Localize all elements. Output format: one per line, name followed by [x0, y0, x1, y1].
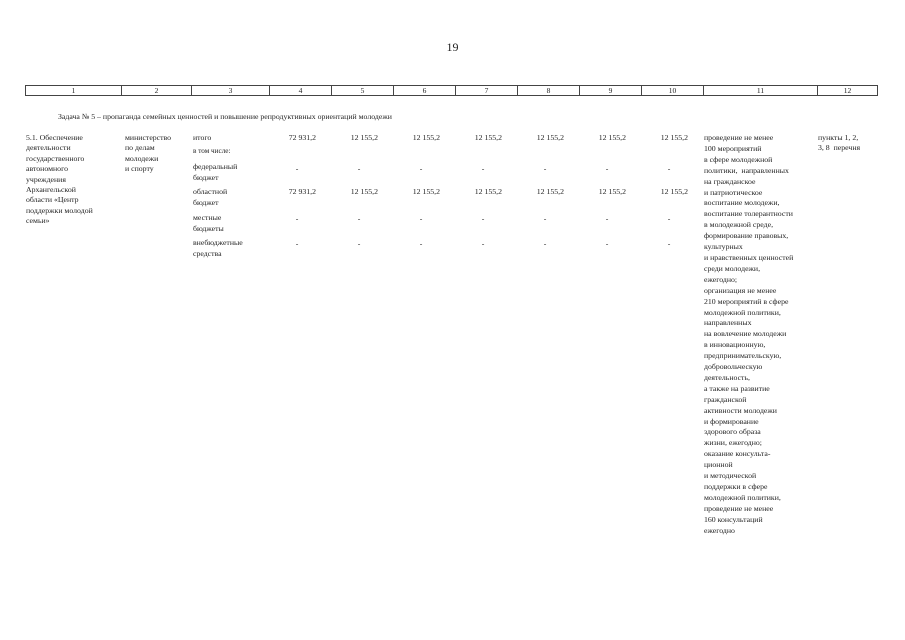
line-vnebudzhet: внебюджетные средства [193, 238, 243, 258]
col-num-9: 9 [580, 86, 642, 96]
value-itogo: 12 155,2 [660, 133, 688, 142]
value-oblastnoy: 12 155,2 [598, 187, 626, 196]
value-oblastnoy: 72 931,2 [288, 187, 316, 196]
col-num-1: 1 [26, 86, 122, 96]
line-mestnye: местные бюджеты [193, 213, 224, 233]
value-itogo: 12 155,2 [474, 133, 502, 142]
value-dash: - [481, 164, 485, 173]
value-dash: - [419, 239, 423, 248]
value-itogo: 12 155,2 [536, 133, 564, 142]
task-title: Задача № 5 – пропаганда семейных ценностей и повышение репродуктивных ориентаций молодежи [58, 112, 392, 121]
col-num-4: 4 [270, 86, 332, 96]
col-num-8: 8 [518, 86, 580, 96]
value-itogo: 12 155,2 [350, 133, 378, 142]
value-oblastnoy: 12 155,2 [350, 187, 378, 196]
list-reference: пункты 1, 2, 3, 8 перечня [818, 133, 861, 153]
value-dash: - [667, 214, 671, 223]
value-dash: - [481, 239, 485, 248]
value-dash: - [605, 239, 609, 248]
line-v-tom-chisle: в том числе: [193, 147, 231, 155]
value-itogo: 12 155,2 [412, 133, 440, 142]
value-oblastnoy: 12 155,2 [412, 187, 440, 196]
col-num-10: 10 [642, 86, 704, 96]
value-oblastnoy: 12 155,2 [536, 187, 564, 196]
line-itogo: итого [193, 133, 212, 142]
value-dash: - [419, 214, 423, 223]
value-dash: - [667, 164, 671, 173]
col-num-12: 12 [818, 86, 878, 96]
value-dash: - [357, 164, 361, 173]
value-dash: - [543, 239, 547, 248]
line-oblastnoy: областной бюджет [193, 187, 228, 207]
value-dash: - [295, 239, 299, 248]
col-num-7: 7 [456, 86, 518, 96]
value-oblastnoy: 12 155,2 [660, 187, 688, 196]
value-dash: - [357, 239, 361, 248]
expected-results: проведение не менее 100 мероприятий в сфере молодежной политики, направленных на гражданское и патриотическое воспитание молодежи, воспитание толерантности в молодежной среде, формирование правовых, культурных и нравственных ценностей среди молодежи, ежегодно; организация не менее 210 мероприятий в сфере молодежной политики, направленных на вовлечение молодежи в инновационную, предпринимательскую, добровольческую деятельность, а также на развитие гражданской активности молодежи и формирование здорового образа жизни, ежегодно; оказание консульта- ционной и методической поддержки в сфере молодежной политики, проведение не менее 160 консультаций ежегодно [704, 133, 794, 535]
value-dash: - [667, 239, 671, 248]
value-dash: - [605, 164, 609, 173]
col-num-3: 3 [192, 86, 270, 96]
page-number: 19 [446, 40, 459, 54]
activity-name: 5.1. Обеспечение деятельности государственного автономного учреждения Архангельской области «Центр поддержки молодой семьи» [26, 133, 93, 226]
col-num-11: 11 [704, 86, 818, 96]
value-dash: - [295, 164, 299, 173]
value-dash: - [357, 214, 361, 223]
col-num-6: 6 [394, 86, 456, 96]
value-itogo: 72 931,2 [288, 133, 316, 142]
value-dash: - [543, 214, 547, 223]
col-num-5: 5 [332, 86, 394, 96]
value-dash: - [295, 214, 299, 223]
value-dash: - [481, 214, 485, 223]
value-dash: - [543, 164, 547, 173]
responsible-executor: министерство по делам молодежи и спорту [125, 133, 172, 174]
value-dash: - [419, 164, 423, 173]
value-oblastnoy: 12 155,2 [474, 187, 502, 196]
line-federal: федеральный бюджет [193, 162, 238, 182]
col-num-2: 2 [122, 86, 192, 96]
value-dash: - [605, 214, 609, 223]
value-itogo: 12 155,2 [598, 133, 626, 142]
